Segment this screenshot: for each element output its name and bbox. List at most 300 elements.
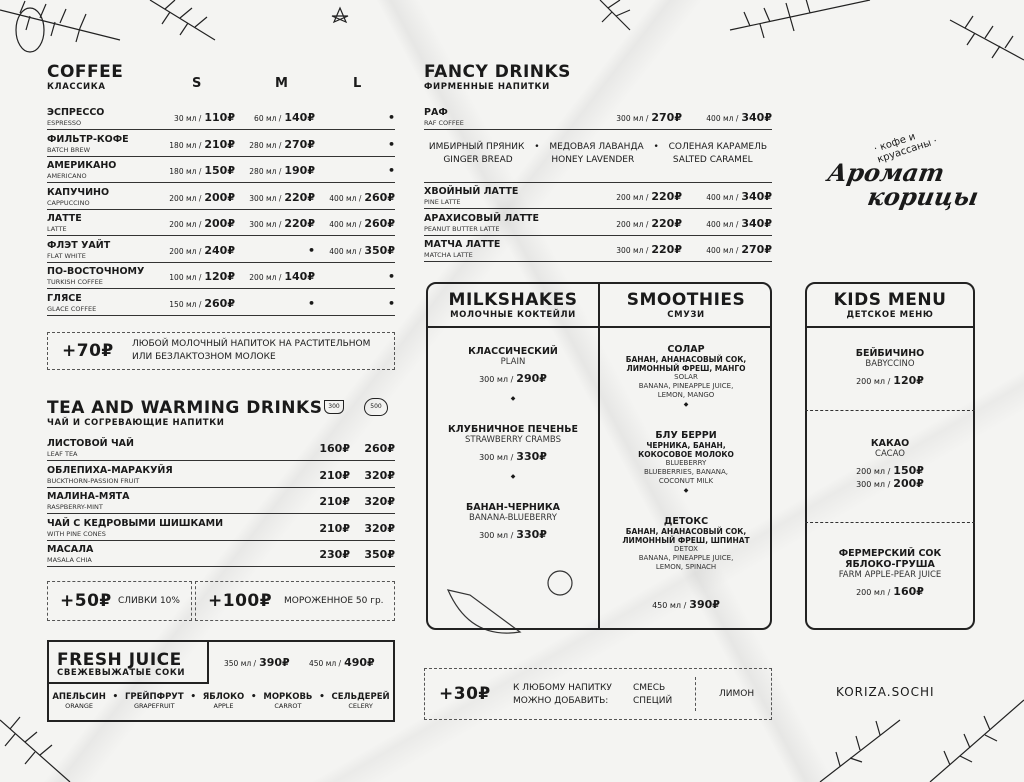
ingredients-en: BANANA, PINEAPPLE JUICE, — [638, 382, 734, 390]
volume: 300 мл / — [249, 220, 282, 229]
price-cell — [308, 297, 315, 310]
bullet: • — [319, 692, 325, 702]
price-cell — [616, 190, 682, 203]
coffee-subtitle: КЛАССИКА — [47, 82, 106, 92]
price-cell — [169, 217, 235, 230]
price-cell — [364, 522, 395, 535]
volume: 300 мл / — [249, 193, 282, 203]
item-name: ОБЛЕПИХА-МАРАКУЙЯ — [47, 464, 173, 476]
volume: 200 мл / — [616, 193, 649, 202]
brand-tagline: · кофе и круассаны · — [872, 131, 939, 166]
fresh-juice-subtitle: СВЕЖЕВЫЖАТЫЕ СОКИ — [57, 668, 186, 678]
size-s-header: S — [192, 76, 202, 91]
item-sub: PEANUT BUTTER LATTE — [424, 224, 500, 233]
price-cell — [308, 244, 315, 257]
diamond-separator: ◆ — [510, 473, 516, 480]
price: 190₽ — [284, 164, 315, 177]
diamond-separator: ◆ — [683, 401, 689, 408]
coffee-row — [47, 210, 395, 236]
price: 320₽ — [364, 468, 395, 482]
price-cell — [329, 244, 395, 257]
fruit-en: CELERY — [348, 702, 373, 710]
price-cell — [329, 191, 395, 204]
fancy-subtitle: ФИРМЕННЫЕ НАПИТКИ — [424, 82, 550, 92]
price: 210₽ — [319, 468, 350, 482]
price: • — [307, 296, 315, 310]
diamond-separator: ◆ — [683, 487, 689, 494]
volume: 300 мл / — [616, 246, 649, 255]
item-name: МАСАЛА — [47, 544, 94, 555]
item-name: ФИЛЬТР-КОФЕ — [47, 133, 129, 145]
item-sub: TURKISH COFFEE — [47, 278, 103, 286]
item-name: БАНАН-ЧЕРНИКА — [466, 502, 560, 513]
fancy-row — [424, 183, 772, 209]
price-cell — [319, 469, 350, 482]
kids-item-farm-juice — [805, 548, 975, 598]
ingredients-ru: БАНАН, АНАНАСОВЫЙ СОК, — [625, 355, 747, 364]
price: 320₽ — [364, 521, 395, 535]
fancy-row — [424, 210, 772, 236]
item-name: ХВОЙНЫЙ ЛАТТЕ — [424, 186, 519, 197]
tea-title: TEA AND WARMING DRINKS — [47, 398, 323, 418]
item-sub: PLAIN — [500, 357, 526, 367]
milkshakes-list — [428, 346, 598, 580]
item-name: ЭСПРЕССО — [47, 107, 105, 118]
fancy-row-raf: РАФ RAF COFFEE 300 мл / 270₽ 400 мл / 340₽ — [424, 104, 772, 130]
smoothies-title: SMOOTHIES — [626, 290, 746, 310]
fancy-row — [424, 236, 772, 262]
volume: 300 мл / — [479, 375, 514, 384]
price: • — [387, 164, 395, 177]
volume: 180 мл / — [169, 140, 202, 150]
fruit-ru: ГРЕЙПФРУТ — [124, 692, 184, 702]
item-sub: LEAF TEA — [47, 450, 78, 458]
price-cell — [249, 191, 315, 204]
price: • — [307, 243, 315, 257]
item-sub: PINE LATTE — [424, 198, 461, 206]
website-link[interactable]: KORIZA.SOCHI — [836, 685, 935, 699]
item-name: БЛУ БЕРРИ — [655, 430, 717, 441]
item-sub: FLAT WHITE — [47, 251, 86, 260]
price: 140₽ — [284, 270, 315, 283]
price-cell — [388, 270, 395, 283]
plant-milk-line2: ИЛИ БЕЗЛАКТОЗНОМ МОЛОКЕ — [132, 352, 276, 362]
price-cell — [706, 190, 772, 203]
price: 350₽ — [364, 548, 395, 561]
smoothie-item — [600, 344, 772, 430]
item-name: АМЕРИКАНО — [47, 160, 117, 171]
price: • — [387, 137, 395, 151]
juice-fruit — [203, 692, 244, 710]
item-sub: STRAWBERRY CRAMBS — [465, 435, 561, 445]
coffee-row — [47, 263, 395, 289]
volume: 280 мл / — [249, 140, 282, 150]
price: 220₽ — [651, 243, 682, 256]
volume: 400 мл / — [329, 193, 362, 203]
price: 270₽ — [741, 243, 772, 256]
flavor-ru: СОЛЕНАЯ КАРАМЕЛЬ — [668, 142, 768, 152]
price: 330₽ — [516, 450, 547, 463]
tea-table — [47, 435, 395, 567]
kids-item-name: КАКАО — [870, 438, 910, 449]
item-name: ЛАТТЕ — [47, 213, 82, 224]
price: 220₽ — [284, 190, 315, 204]
kids-title: KIDS MENU — [833, 290, 947, 310]
tea-row — [47, 462, 395, 488]
milkshakes-title: MILKSHAKES — [448, 290, 578, 310]
price-cell — [706, 243, 772, 256]
price: 320₽ — [364, 495, 395, 508]
icecream-label: МОРОЖЕННОЕ 50 гр. — [284, 596, 384, 606]
cream-price: +50₽ — [60, 591, 112, 611]
coffee-row — [47, 290, 395, 316]
price-cell — [319, 442, 350, 455]
volume: 400 мл / — [706, 219, 739, 229]
fancy-title: FANCY DRINKS — [424, 62, 571, 82]
price: 200₽ — [204, 217, 235, 230]
item-name: МАЛИНА-МЯТА — [47, 491, 130, 502]
price: • — [387, 270, 395, 283]
fruit-en: GRAPEFRUIT — [133, 702, 175, 710]
price: 110₽ — [204, 111, 235, 124]
milkshakes-subtitle: МОЛОЧНЫЕ КОКТЕЙЛИ — [450, 310, 576, 320]
raf-flavors-ru — [424, 142, 772, 152]
flavor-en: SALTED CARAMEL — [672, 155, 753, 165]
ingredients-en: LEMON, SPINACH — [655, 563, 717, 571]
smoothies-subtitle: СМУЗИ — [667, 310, 705, 320]
extra-price: +30₽ — [439, 684, 491, 704]
price-cell — [254, 111, 315, 124]
item-price — [428, 372, 598, 385]
flavor-en: HONEY LAVENDER — [551, 155, 635, 165]
item-name: ГЛЯСЕ — [47, 292, 82, 304]
tea-row — [47, 435, 395, 461]
price: 270₽ — [284, 137, 315, 151]
volume: 300 мл / — [479, 531, 514, 540]
smoothies-price: 450 мл / 390₽ — [652, 598, 720, 611]
ingredients-ru: ЛИМОННЫЙ ФРЕШ, МАНГО — [626, 364, 746, 373]
juice-fruits — [49, 692, 393, 710]
price: 120₽ — [204, 270, 235, 283]
fancy-table — [424, 182, 772, 262]
price: 140₽ — [284, 111, 315, 124]
item-name: ПО-ВОСТОЧНОМУ — [47, 266, 145, 277]
volume: 200 мл / — [169, 220, 202, 229]
milkshakes-column — [428, 290, 598, 320]
kids-divider-2 — [805, 522, 975, 523]
price-cell — [319, 522, 350, 535]
volume: 150 мл / — [169, 299, 202, 309]
volume: 300 мл / — [479, 453, 514, 462]
size-m-header: M — [275, 76, 288, 91]
volume: 400 мл / — [329, 220, 362, 229]
item-name: ДЕТОКС — [663, 516, 709, 527]
item-name: СОЛАР — [667, 344, 705, 355]
plant-milk-price: +70₽ — [62, 341, 114, 361]
tea-row — [47, 541, 395, 567]
price-cell — [616, 217, 682, 230]
price-cell — [329, 217, 395, 230]
price: 160₽ — [319, 442, 350, 455]
volume: 280 мл / — [249, 167, 282, 176]
price: 340₽ — [741, 216, 772, 230]
coffee-title: COFFEE — [47, 62, 124, 82]
item-name: ЛИСТОВОЙ ЧАЙ — [47, 438, 134, 449]
ingredients-ru: ЛИМОННЫЙ ФРЕШ, ШПИНАТ — [622, 536, 750, 545]
extra-lemon: ЛИМОН — [719, 689, 755, 699]
price-cell — [169, 138, 235, 151]
price-cell — [364, 495, 395, 508]
flavor-ru: МЕДОВАЯ ЛАВАНДА — [549, 142, 644, 152]
brand-name-line2: корицы — [865, 182, 981, 211]
kids-item-name-2: ЯБЛОКО-ГРУША — [845, 559, 935, 570]
price: • — [387, 111, 395, 124]
price: 210₽ — [204, 137, 235, 151]
kids-header — [805, 290, 975, 320]
price: • — [387, 296, 395, 310]
fruit-ru: МОРКОВЬ — [263, 692, 313, 702]
extra-line1: К ЛЮБОМУ НАПИТКУ — [513, 683, 612, 693]
price: 230₽ — [319, 548, 350, 561]
price: 340₽ — [741, 190, 772, 203]
bullet: • — [653, 142, 659, 152]
milkshake-item — [428, 346, 598, 424]
item-price — [428, 450, 598, 463]
diamond-separator: ◆ — [510, 395, 516, 402]
item-name: КАПУЧИНО — [47, 186, 110, 198]
tea-row — [47, 515, 395, 541]
price-cell — [364, 442, 395, 455]
item-name: МАТЧА ЛАТТЕ — [424, 239, 501, 250]
plant-milk-note — [47, 332, 395, 370]
bullet: • — [250, 692, 257, 702]
kids-item-price: 200 мл / 160₽ — [856, 585, 924, 598]
bullet: • — [534, 142, 540, 152]
price: 330₽ — [516, 528, 547, 541]
fresh-juice-title: FRESH JUICE — [57, 650, 182, 670]
extra-line2: МОЖНО ДОБАВИТЬ: — [513, 696, 609, 706]
item-name: ЧАЙ С КЕДРОВЫМИ ШИШКАМИ — [47, 517, 224, 529]
volume: 400 мл / — [706, 193, 739, 202]
item-sub: AMERICANO — [47, 172, 87, 180]
volume: 60 мл / — [254, 114, 282, 123]
price-cell — [169, 164, 235, 177]
flavor-ru: ИМБИРНЫЙ ПРЯНИК — [428, 142, 525, 152]
ingredients-en: COCONUT MILK — [658, 477, 714, 485]
fruit-en: CARROT — [274, 702, 302, 710]
fancy-section — [424, 62, 772, 92]
price: 260₽ — [204, 296, 235, 310]
fruit-en: APPLE — [213, 702, 234, 710]
ingredients-ru: БАНАН, АНАНАСОВЫЙ СОК, — [625, 527, 747, 536]
kids-item-name: ФЕРМЕРСКИЙ СОК — [838, 548, 942, 559]
kids-header-line — [805, 326, 975, 328]
cream-addon — [47, 581, 192, 621]
milkshake-item — [428, 424, 598, 502]
teapot-500-icon: 500 — [364, 398, 388, 416]
extra-spice2: СПЕЦИЙ — [633, 696, 673, 706]
volume: 100 мл / — [169, 273, 202, 282]
item-price — [428, 528, 598, 541]
price-cell — [364, 548, 395, 561]
price: 210₽ — [319, 521, 350, 535]
bullet: • — [190, 692, 197, 702]
item-sub: BANANA-BLUEBERRY — [469, 513, 557, 523]
brand-name-line1: Аромат — [825, 158, 947, 187]
size-l-header: L — [353, 76, 362, 91]
ingredients-ru: КОКОСОВОЕ МОЛОКО — [638, 450, 734, 459]
kids-item-cacao — [805, 438, 975, 490]
tea-section — [47, 398, 395, 428]
coffee-row — [47, 184, 395, 210]
coffee-row — [47, 237, 395, 263]
fresh-juice-header — [49, 642, 209, 684]
price-cell — [169, 270, 235, 283]
price-cell — [388, 138, 395, 151]
kids-divider-1 — [805, 410, 975, 411]
ingredients-en: SOLAR — [674, 373, 698, 381]
juice-fruit — [332, 692, 390, 710]
flavor-en: GINGER BREAD — [443, 155, 513, 165]
price: 290₽ — [516, 372, 547, 385]
volume: 400 мл / — [706, 246, 739, 255]
kids-item-sub: BABYCCINO — [865, 359, 915, 369]
juice-fruit — [125, 692, 184, 710]
tea-subtitle: ЧАЙ И СОГРЕВАЮЩИЕ НАПИТКИ — [47, 418, 225, 428]
price-cell — [319, 548, 350, 561]
kids-item-sub: CACAO — [875, 449, 905, 459]
price-cell — [174, 111, 235, 124]
kids-item-price: 200 мл / 150₽ — [856, 464, 924, 477]
ingredients-en: LEMON, MANGO — [657, 391, 715, 399]
fruit-en: ORANGE — [65, 702, 93, 710]
price-cell — [249, 270, 315, 283]
ingredients-en: BANANA, PINEAPPLE JUICE, — [638, 554, 734, 562]
juice-fruit — [263, 692, 312, 710]
price-cell — [319, 495, 350, 508]
item-name: АРАХИСОВЫЙ ЛАТТЕ — [424, 212, 540, 224]
price-cell — [169, 244, 235, 257]
item-sub: GLACE COFFEE — [47, 304, 97, 313]
item-sub: MATCHA LATTE — [424, 251, 473, 259]
price-cell — [388, 297, 395, 310]
cup-300-icon: 300 — [324, 400, 344, 414]
price-cell — [249, 217, 315, 230]
fruit-ru: АПЕЛЬСИН — [52, 692, 106, 702]
item-name: КЛУБНИЧНОЕ ПЕЧЕНЬЕ — [448, 424, 578, 435]
price-cell — [169, 297, 235, 310]
item-sub: BATCH BREW — [47, 145, 90, 154]
item-sub: BUCKTHORN-PASSION FRUIT — [47, 476, 140, 485]
price-cell — [388, 111, 395, 124]
smoothies-column — [600, 290, 772, 320]
item-name: КЛАССИЧЕСКИЙ — [468, 346, 558, 357]
price: 150₽ — [204, 164, 235, 177]
icecream-addon — [195, 581, 395, 621]
milkshake-item — [428, 502, 598, 580]
item-sub: WITH PINE CONES — [47, 529, 106, 538]
kids-item-price-2: 300 мл / 200₽ — [856, 477, 924, 490]
item-sub: LATTE — [47, 225, 67, 233]
price: 200₽ — [204, 190, 235, 204]
smoothie-item — [600, 516, 772, 602]
price: 260₽ — [364, 217, 395, 230]
ingredients-ru: ЧЕРНИКА, БАНАН, — [646, 441, 726, 450]
shakes-header-line — [426, 326, 772, 328]
fresh-juice-box — [47, 640, 395, 722]
raf-flavors-en — [424, 155, 772, 165]
item-sub: ESPRESSO — [47, 119, 82, 127]
fruit-ru: ЯБЛОКО — [202, 692, 245, 702]
fruit-ru: СЕЛЬДЕРЕЙ — [331, 692, 390, 702]
price-cell — [169, 191, 235, 204]
plant-milk-line1: ЛЮБОЙ МОЛОЧНЫЙ НАПИТОК НА РАСТИТЕЛЬНОМ — [132, 339, 371, 349]
tea-row — [47, 488, 395, 514]
smoothie-item — [600, 430, 772, 516]
coffee-row — [47, 157, 395, 183]
juice-price-350: 350 мл / 390₽ — [224, 656, 290, 669]
kids-item-name: БЕЙБИЧИНО — [855, 348, 925, 359]
price: 240₽ — [204, 243, 235, 257]
juice-fruit — [52, 692, 106, 710]
volume: 200 мл / — [169, 193, 202, 203]
volume: 200 мл / — [616, 219, 649, 229]
item-sub: CAPPUCCINO — [47, 198, 90, 207]
coffee-row — [47, 104, 395, 130]
price-cell — [364, 469, 395, 482]
kids-item-sub: FARM APPLE-PEAR JUICE — [838, 570, 942, 580]
kids-item-babyccino — [805, 348, 975, 387]
price-cell — [249, 138, 315, 151]
volume: 400 мл / — [329, 246, 362, 256]
coffee-table — [47, 104, 395, 316]
price: 220₽ — [651, 216, 682, 230]
bullet: • — [112, 692, 119, 702]
extra-spice1: СМЕСЬ — [633, 683, 666, 693]
price-cell — [249, 164, 315, 177]
volume: 200 мл / — [249, 273, 282, 282]
extra-divider — [695, 677, 696, 711]
coffee-row — [47, 131, 395, 157]
ingredients-en: BLUEBERRIES, BANANA, — [643, 468, 729, 476]
item-name: ФЛЭТ УАЙТ — [47, 239, 111, 251]
price-cell — [706, 217, 772, 230]
smoothies-list — [600, 344, 772, 602]
price: 350₽ — [364, 243, 395, 257]
price: 220₽ — [651, 190, 682, 203]
extra-addon-box — [424, 668, 772, 720]
ingredients-en: BLUEBERRY — [665, 459, 707, 467]
price-cell — [388, 164, 395, 177]
item-sub: MASALA CHIA — [47, 556, 92, 564]
coffee-section — [47, 62, 395, 92]
kids-item-price: 200 мл / 120₽ — [856, 374, 924, 387]
price: 260₽ — [364, 190, 395, 204]
fancy-raf — [424, 104, 772, 130]
icecream-price: +100₽ — [208, 591, 273, 611]
volume: 200 мл / — [169, 246, 202, 256]
price: 260₽ — [364, 442, 395, 455]
price: 220₽ — [284, 217, 315, 230]
raf-flavors — [424, 142, 772, 165]
kids-subtitle: ДЕТСКОЕ МЕНЮ — [846, 310, 934, 320]
volume: 180 мл / — [169, 167, 202, 176]
price: 210₽ — [319, 495, 350, 508]
item-sub: RASPBERRY-MINT — [47, 503, 103, 511]
brand-logo — [825, 131, 981, 218]
price-cell — [616, 243, 682, 256]
ingredients-en: DETOX — [674, 545, 698, 553]
